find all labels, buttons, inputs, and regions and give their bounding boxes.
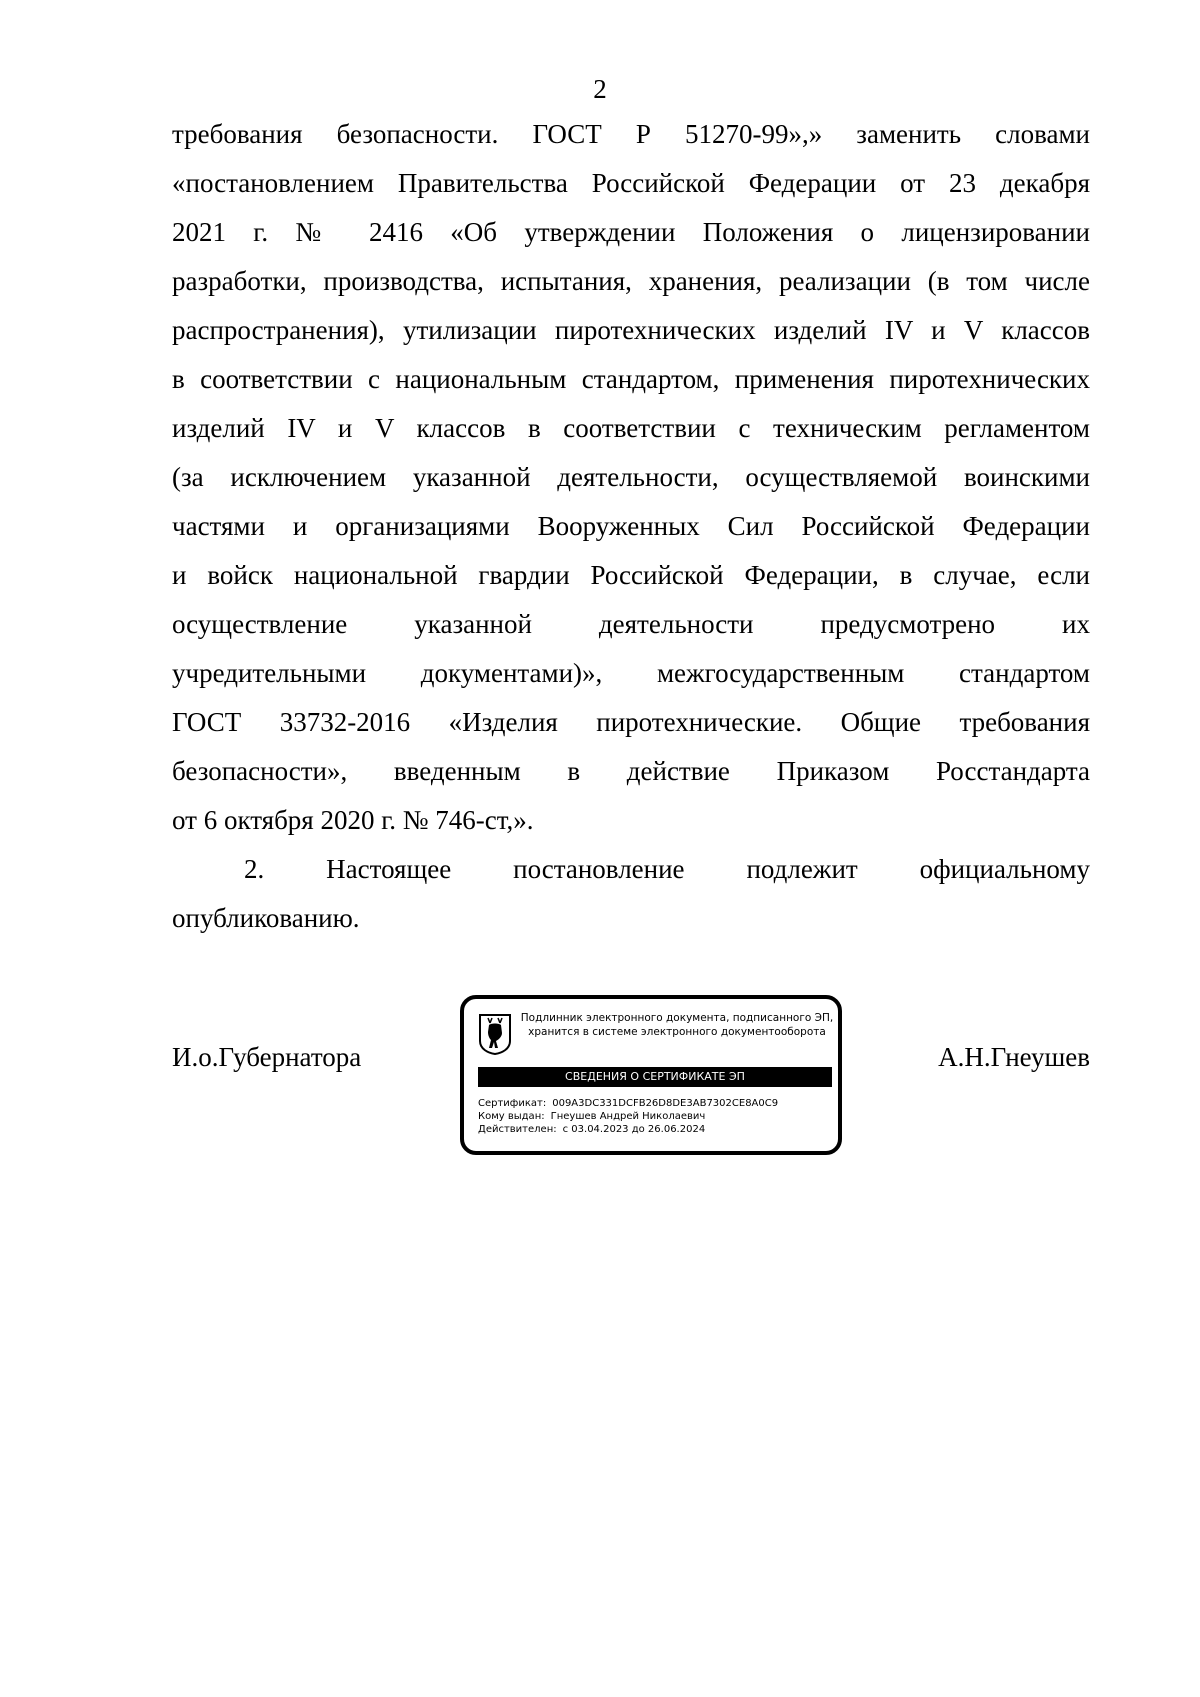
deer-coat-of-arms-icon bbox=[478, 1013, 512, 1055]
validity-row bbox=[478, 1123, 778, 1136]
body-line: требования безопасности. ГОСТ Р 51270-99»,» заменить словами bbox=[172, 119, 1090, 149]
body-line: опубликованию. bbox=[172, 903, 360, 933]
body-line: частями и организациями Вооруженных Сил Российской Федерации bbox=[172, 511, 1090, 541]
stamp-title-bar: СВЕДЕНИЯ О СЕРТИФИКАТЕ ЭП bbox=[478, 1067, 832, 1087]
validity-value: с 03.04.2023 до 26.06.2024 bbox=[562, 1124, 706, 1135]
certificate-row bbox=[478, 1097, 778, 1110]
certificate-label: Сертификат: bbox=[478, 1098, 547, 1109]
body-line: безопасности», введенным в действие Приказом Росстандарта bbox=[172, 756, 1090, 786]
stamp-header-line: Подлинник электронного документа, подписанного ЭП, bbox=[520, 1012, 834, 1024]
body-line: ГОСТ 33732-2016 «Изделия пиротехнические. Общие требования bbox=[172, 707, 1090, 737]
body-line: распространения), утилизации пиротехнических изделий IV и V классов bbox=[172, 315, 1090, 345]
body-line: изделий IV и V классов в соответствии с техническим регламентом bbox=[172, 413, 1090, 443]
body-line: (за исключением указанной деятельности, осуществляемой воинскими bbox=[172, 462, 1090, 492]
body-line: «постановлением Правительства Российской Федерации от 23 декабря bbox=[172, 168, 1090, 198]
certificate-value: 009A3DC331DCFB26D8DE3AB7302CE8A0C9 bbox=[552, 1098, 779, 1109]
body-line: разработки, производства, испытания, хранения, реализации (в том числе bbox=[172, 266, 1090, 296]
document-body bbox=[172, 110, 1090, 943]
issued-to-label: Кому выдан: bbox=[478, 1111, 545, 1122]
body-line: от 6 октября 2020 г. № 746-ст,». bbox=[172, 805, 534, 835]
signatory-position: И.о.Губернатора bbox=[172, 1042, 362, 1072]
body-line: в соответствии с национальным стандартом, применения пиротехнических bbox=[172, 364, 1090, 394]
validity-label: Действителен: bbox=[478, 1124, 557, 1135]
body-line: учредительными документами)», межгосударственным стандартом bbox=[172, 658, 1090, 688]
body-line: осуществление указанной деятельности предусмотрено их bbox=[172, 609, 1090, 639]
body-line: 2021 г. № 2416 «Об утверждении Положения о лицензировании bbox=[172, 217, 1090, 247]
issued-to-value: Гнеушев Андрей Николаевич bbox=[550, 1111, 706, 1122]
signatory-name: А.Н.Гнеушев bbox=[938, 1042, 1090, 1072]
page-number: 2 bbox=[593, 74, 607, 104]
issued-to-row bbox=[478, 1110, 778, 1123]
stamp-details bbox=[478, 1097, 778, 1136]
stamp-header-line: хранится в системе электронного документооборота bbox=[528, 1026, 826, 1038]
electronic-signature-stamp bbox=[460, 995, 842, 1155]
body-line-paragraph-2: 2. Настоящее постановление подлежит официальному bbox=[244, 854, 1090, 884]
stamp-header bbox=[518, 1011, 836, 1039]
body-line: и войск национальной гвардии Российской Федерации, в случае, если bbox=[172, 560, 1090, 590]
